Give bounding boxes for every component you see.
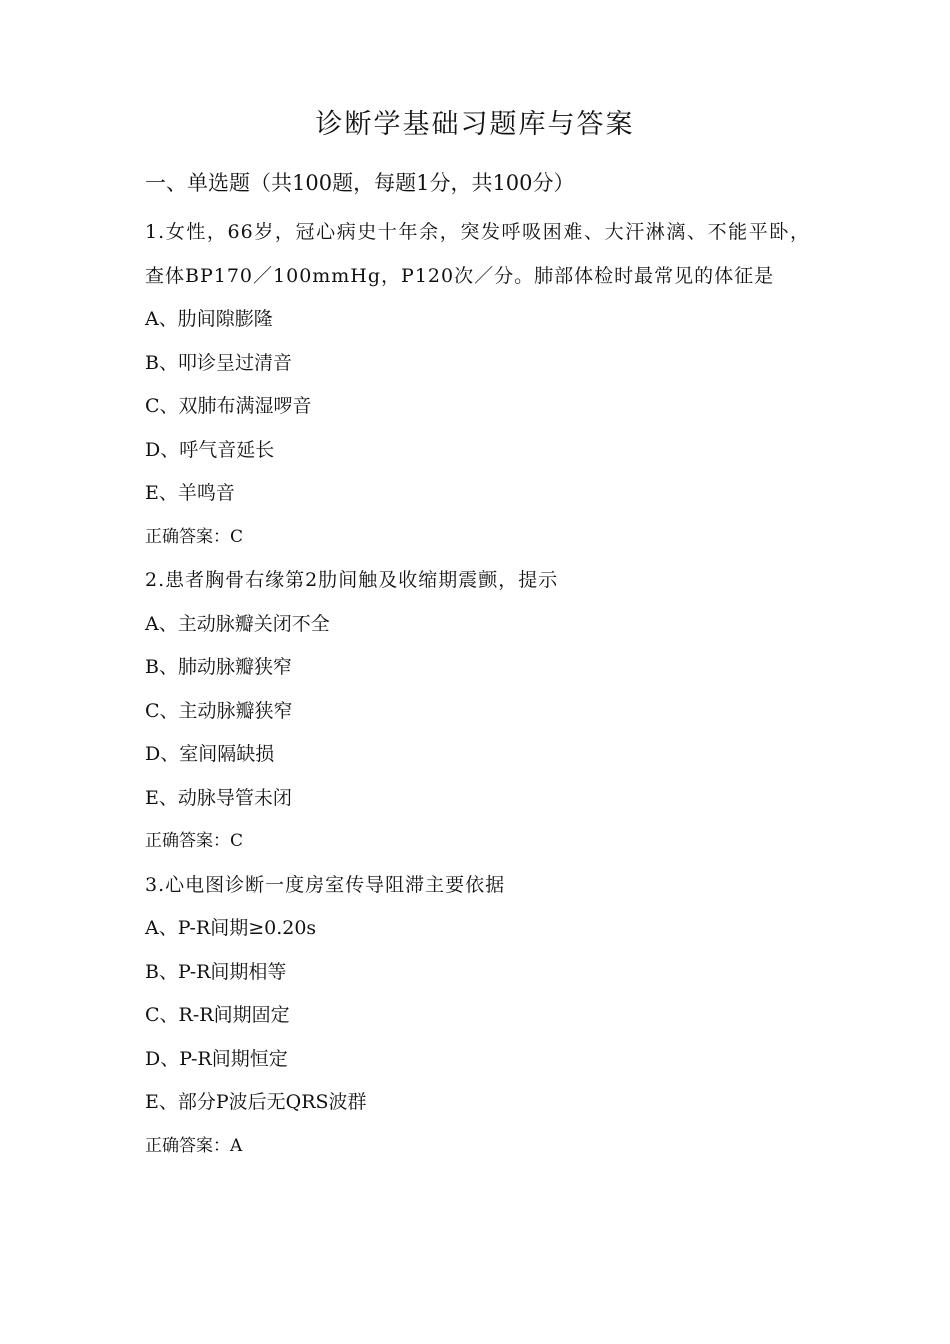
option-e: E、羊鸣音 [145,482,235,504]
option-c: C、R-R间期固定 [145,1004,290,1026]
option-e: E、部分P波后无QRS波群 [145,1091,367,1113]
option-c: C、双肺布满湿啰音 [145,395,312,417]
correct-answer: 正确答案：C [145,526,244,547]
correct-answer: 正确答案：C [145,831,244,851]
option-e: E、动脉导管未闭 [145,786,292,809]
option-b: B、P-R间期相等 [145,960,287,983]
question-3 [145,864,810,1169]
question-2 [145,559,810,864]
question-stem: 3.心电图诊断一度房室传导阻滞主要依据 [145,873,506,896]
section-heading: 一、单选题（共100题，每题1分，共100分） [145,171,575,195]
question-list [145,211,810,1168]
question-stem: 2.患者胸骨右缘第2肋间触及收缩期震颤，提示 [145,569,559,591]
question-1 [145,211,810,559]
option-a: A、P-R间期≥0.20s [145,917,317,939]
option-b: B、肺动脉瓣狭窄 [145,656,292,678]
option-d: D、呼气音延长 [145,438,275,461]
option-d: D、室间隔缺损 [145,743,275,765]
correct-answer: 正确答案：A [145,1135,243,1156]
document-title: 诊断学基础习题库与答案 [315,109,635,140]
option-b: B、叩诊呈过清音 [145,351,292,374]
option-a: A、主动脉瓣关闭不全 [145,612,330,635]
option-a: A、肋间隙膨隆 [145,308,273,330]
question-stem: 1.女性，66岁，冠心病史十年余，突发呼吸困难、大汗淋漓、不能平卧，查体BP170／100mmHg，P120次／分。肺部体检时最常见的体征是 [145,221,810,287]
option-d: D、P-R间期恒定 [145,1047,288,1070]
option-c: C、主动脉瓣狭窄 [145,699,293,722]
